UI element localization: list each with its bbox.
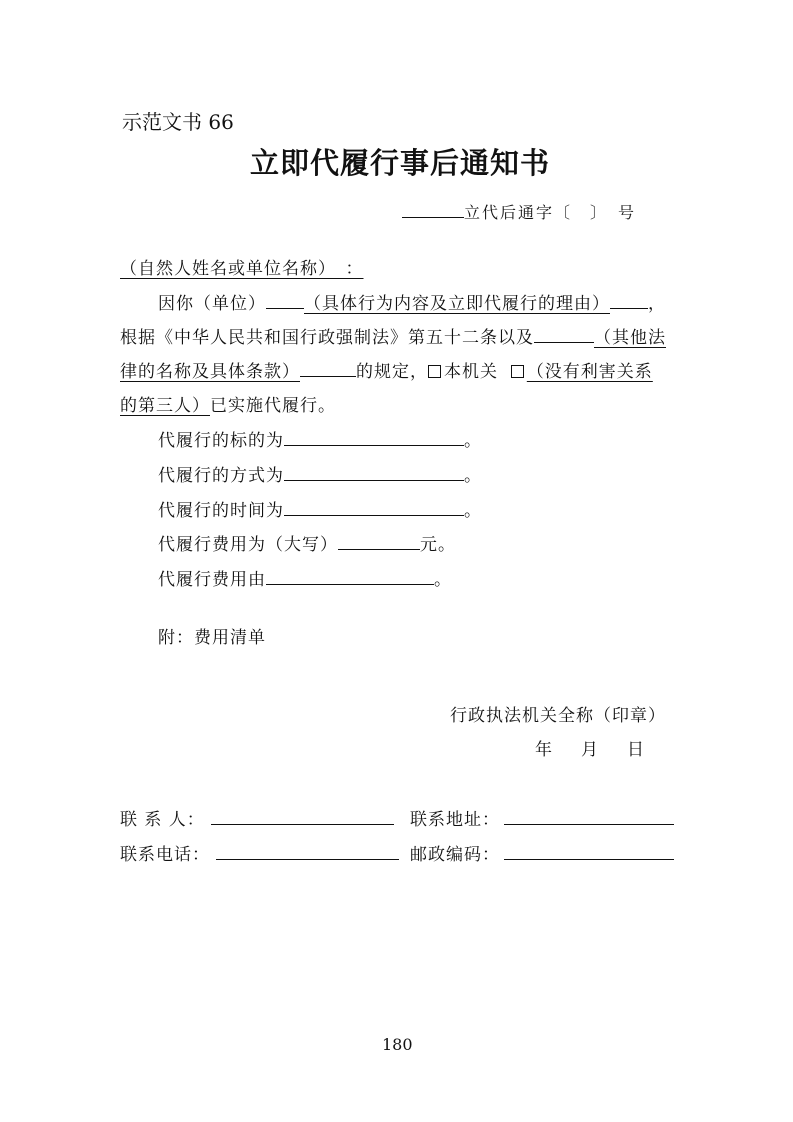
doc-number-line xyxy=(402,199,636,223)
time-blank[interactable] xyxy=(284,497,464,516)
contact-address-blank[interactable] xyxy=(504,806,674,825)
document-label: 示范文书 66 xyxy=(122,110,234,134)
field-label: 代履行的时间为 xyxy=(158,501,284,521)
contact-address-row xyxy=(410,805,674,830)
other-law-placeholder-cont: 律的名称及具体条款） xyxy=(120,362,300,382)
field-suffix: 元。 xyxy=(420,535,456,555)
field-time xyxy=(158,496,482,521)
contact-phone-blank[interactable] xyxy=(216,841,399,860)
page-number: 180 xyxy=(382,1035,413,1054)
doc-number: 立代后通字〔 〕 号 xyxy=(464,203,637,222)
paragraph-line-2 xyxy=(120,323,666,348)
payer-blank[interactable] xyxy=(266,566,434,585)
checkbox-icon[interactable] xyxy=(511,365,524,378)
method-blank[interactable] xyxy=(284,462,464,481)
addressee: （自然人姓名或单位名称） ： xyxy=(120,259,364,279)
paragraph-text: 根据《中华人民共和国行政强制法》第五十二条以及 xyxy=(120,328,534,348)
field-label: 代履行的方式为 xyxy=(158,466,284,486)
option-self: 本机关 xyxy=(444,362,498,382)
paragraph-line-4 xyxy=(120,391,336,416)
paragraph-line-1 xyxy=(158,289,666,314)
doc-number-blank xyxy=(402,199,464,218)
field-target xyxy=(158,426,482,451)
blank xyxy=(534,324,594,343)
paragraph-text: 因你（单位） xyxy=(158,294,266,314)
fee-blank[interactable] xyxy=(338,531,420,550)
blank xyxy=(266,290,304,309)
contact-address-label: 联系地址： xyxy=(410,810,500,830)
field-label: 代履行费用为（大写） xyxy=(158,535,338,555)
third-party-placeholder-cont: 的第三人） xyxy=(120,396,210,416)
field-fee xyxy=(158,530,456,555)
field-label: 代履行费用由 xyxy=(158,570,266,590)
field-method xyxy=(158,461,482,486)
paragraph-text: 的规定， xyxy=(356,362,428,382)
paragraph-line-3 xyxy=(120,357,653,382)
target-blank[interactable] xyxy=(284,427,464,446)
signature-org: 行政执法机关全称（印章） xyxy=(450,706,666,726)
period: 。 xyxy=(464,501,482,521)
page-title: 立即代履行事后通知书 xyxy=(250,146,551,180)
paragraph-text: ， xyxy=(648,294,666,314)
contact-person-blank[interactable] xyxy=(211,806,394,825)
field-payer xyxy=(158,565,452,590)
signature-date: 年 月 日 xyxy=(535,740,650,760)
contact-phone-row xyxy=(120,840,399,865)
blank xyxy=(300,358,356,377)
contact-person-row xyxy=(120,805,394,830)
paragraph-text: 已实施代履行。 xyxy=(210,396,336,416)
blank xyxy=(610,290,648,309)
field-label: 代履行的标的为 xyxy=(158,431,284,451)
other-law-placeholder: （其他法 xyxy=(594,328,666,348)
contact-phone-label: 联系电话： xyxy=(120,845,210,865)
contact-postal-row xyxy=(410,840,674,865)
third-party-placeholder: （没有利害关系 xyxy=(526,362,653,382)
checkbox-icon[interactable] xyxy=(428,365,441,378)
contact-postal-label: 邮政编码： xyxy=(410,845,500,865)
contact-person-label: 联 系 人： xyxy=(120,810,205,830)
period: 。 xyxy=(464,466,482,486)
reason-placeholder: （具体行为内容及立即代履行的理由） xyxy=(304,294,610,314)
period: 。 xyxy=(434,570,452,590)
attachment: 附：费用清单 xyxy=(158,628,266,648)
contact-postal-blank[interactable] xyxy=(504,841,674,860)
period: 。 xyxy=(464,431,482,451)
